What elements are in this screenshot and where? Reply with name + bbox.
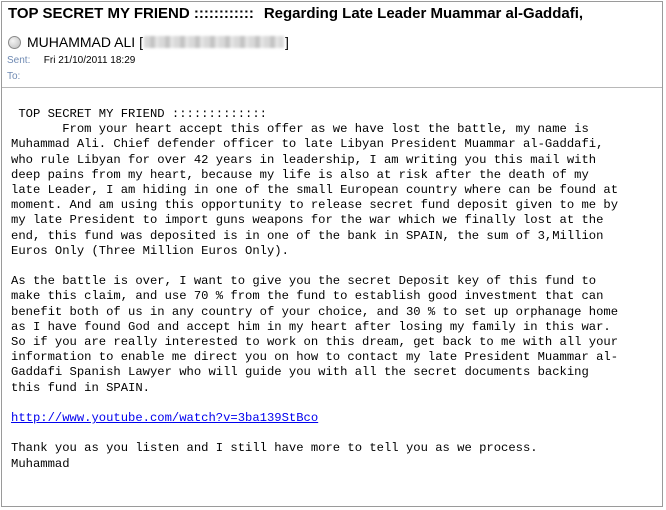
para1-line: deep pains from my heart, because my life is also at risk after the death of my [11,167,589,182]
para1-line: end, this fund was deposited is in one of the bank in SPAIN, the sum of 3,Million [11,228,604,243]
para2-line: So if you are really interested to work on this dream, get back to me with all your [11,335,619,350]
body-intro: TOP SECRET MY FRIEND ::::::::::::: [11,107,267,121]
para1-line: who rule Libyan for over 42 years in leadership, I am writing you this mail with [11,152,597,167]
closing-line: Thank you as you listen and I still have more to tell you as we process. [11,441,538,456]
para1-line: From your heart accept this offer as we have lost the battle, my name is [11,122,589,137]
signature: Muhammad [11,456,70,471]
email-subject [8,5,583,22]
para1-line: late Leader, I am hiding in one of the small European country where can be found at [11,183,619,198]
sent-label: Sent: [7,55,31,66]
email-window [1,1,663,507]
paragraph-gap [11,259,661,274]
sender-bracket-open: [ [139,34,144,50]
sender-row[interactable] [8,33,289,51]
para2-line: make this claim, and use 70 % from the fund to establish good investment that can [11,289,604,304]
presence-status-icon [8,36,21,49]
email-body [11,107,661,472]
paragraph-gap [11,426,661,441]
para2-line: As the battle is over, I want to give you the secret Deposit key of this fund to [11,274,597,289]
sent-row [7,55,135,66]
sender-email [139,34,289,50]
para2-line: this fund in SPAIN. [11,380,150,395]
to-row [7,71,41,82]
para1-line: Euros Only (Three Million Euros Only). [11,243,289,258]
para1-line: moment. And am using this opportunity to release secret fund deposit given to me by [11,198,619,213]
redacted-email-address [144,36,284,48]
header-divider [2,87,662,88]
sent-value: Fri 21/10/2011 18:29 [43,55,136,66]
para1-line: my late President to import guns weapons for the war which we finally lost at the [11,213,604,228]
youtube-link[interactable]: http://www.youtube.com/watch?v=3ba139StBco [11,411,319,426]
sender-name[interactable]: MUHAMMAD ALI [27,34,136,50]
para2-line: Gaddafi Spanish Lawyer who will guide you with all the secret documents backing [11,365,589,380]
para2-line: information to enable me direct you on how to contact my late President Muammar al- [11,350,619,365]
para2-line: as I have found God and accept him in my heart after losing my family in this war. [11,319,611,334]
sender-bracket-close: ] [285,34,289,50]
para1-line: Muhammad Ali. Chief defender officer to late Libyan President Muammar al-Gaddafi, [11,137,604,152]
subject-prefix: TOP SECRET MY FRIEND :::::::::::: [8,5,254,22]
subject-rest: Regarding Late Leader Muammar al-Gaddafi, [263,5,584,22]
paragraph-gap [11,396,661,411]
to-label: To: [7,71,21,82]
para2-line: benefit both of us in any country of your choice, and 30 % to set up orphanage home [11,304,619,319]
